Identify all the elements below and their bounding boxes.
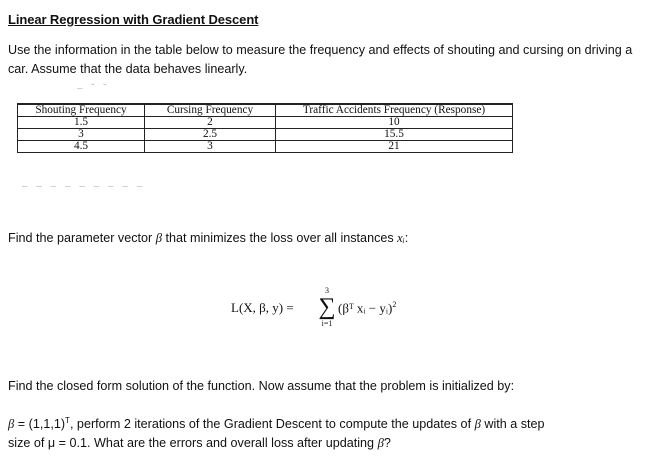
- beta-symbol: β: [474, 417, 481, 432]
- step-size: 0.1.: [69, 436, 91, 451]
- equals-sign: =: [58, 436, 67, 451]
- header-cursing: Cursing Frequency: [145, 104, 276, 117]
- init-text-4: What are the errors and overall loss after updating: [94, 436, 375, 451]
- beta-symbol: β: [377, 436, 384, 451]
- sum-upper-limit: 3: [325, 286, 329, 295]
- table-cell: 21: [276, 141, 513, 153]
- equation-rhs: [338, 300, 396, 316]
- header-response: Traffic Accidents Frequency (Response): [276, 104, 513, 117]
- summation: [316, 286, 338, 328]
- mu-symbol: μ: [47, 436, 56, 451]
- table-header-row: [18, 104, 513, 117]
- equation-rhs-body: (βᵀ xᵢ − yᵢ): [338, 300, 393, 316]
- faint-marks: ‒ ˘ ˘: [77, 83, 110, 94]
- find-text: Find the parameter vector: [8, 231, 153, 245]
- colon: :: [404, 231, 409, 245]
- beta-symbol: β: [155, 231, 162, 245]
- equals-sign: =: [17, 417, 26, 432]
- table-cell: 3: [145, 141, 276, 153]
- xi-symbol: xᵢ: [397, 231, 405, 245]
- equation-lhs: L(X, β, y) =: [231, 300, 294, 315]
- find-rest: that minimizes the loss over all instances: [165, 231, 394, 245]
- table-row: [18, 129, 513, 141]
- sigma-symbol: ∑: [318, 294, 336, 320]
- page-title: Linear Regression with Gradient Descent: [8, 12, 259, 27]
- table-cell: 4.5: [18, 141, 145, 153]
- equation-power: 2: [392, 300, 397, 309]
- find-parameter-paragraph: [8, 229, 408, 248]
- table-row: [18, 117, 513, 129]
- data-table-container: [17, 103, 513, 153]
- sum-lower-limit: i=1: [321, 319, 333, 328]
- header-shouting: Shouting Frequency: [18, 104, 145, 117]
- intro-paragraph: Use the information in the table below to measure the frequency and effects of shouting and cursing on driving a car. Assume that the data behaves linearly.: [8, 43, 633, 76]
- data-table: [17, 103, 513, 153]
- table-cell: 10: [276, 117, 513, 129]
- table-cell: 3: [18, 129, 145, 141]
- table-cell: 15.5: [276, 129, 513, 141]
- beta-symbol: β: [8, 417, 15, 432]
- table-cell: 2.5: [145, 129, 276, 141]
- table-row: [18, 141, 513, 153]
- closed-form-paragraph: Find the closed form solution of the function. Now assume that the problem is initialized by:: [8, 379, 515, 393]
- table-cell: 2: [145, 117, 276, 129]
- init-vector: (1,1,1): [28, 417, 66, 432]
- table-cell: 1.5: [18, 117, 145, 129]
- init-text-2: with a step: [484, 417, 545, 432]
- init-text-3: size of: [8, 436, 45, 451]
- transpose-mark: T: [65, 416, 70, 425]
- init-text-1: , perform 2 iterations of the Gradient Descent to compute the updates of: [69, 417, 472, 432]
- init-paragraph: [8, 411, 648, 453]
- faint-marks: ‒ ‒ ‒ ‒ ‒ ‒ ‒ ‒ ‒: [22, 181, 146, 192]
- question-mark: ?: [383, 436, 391, 451]
